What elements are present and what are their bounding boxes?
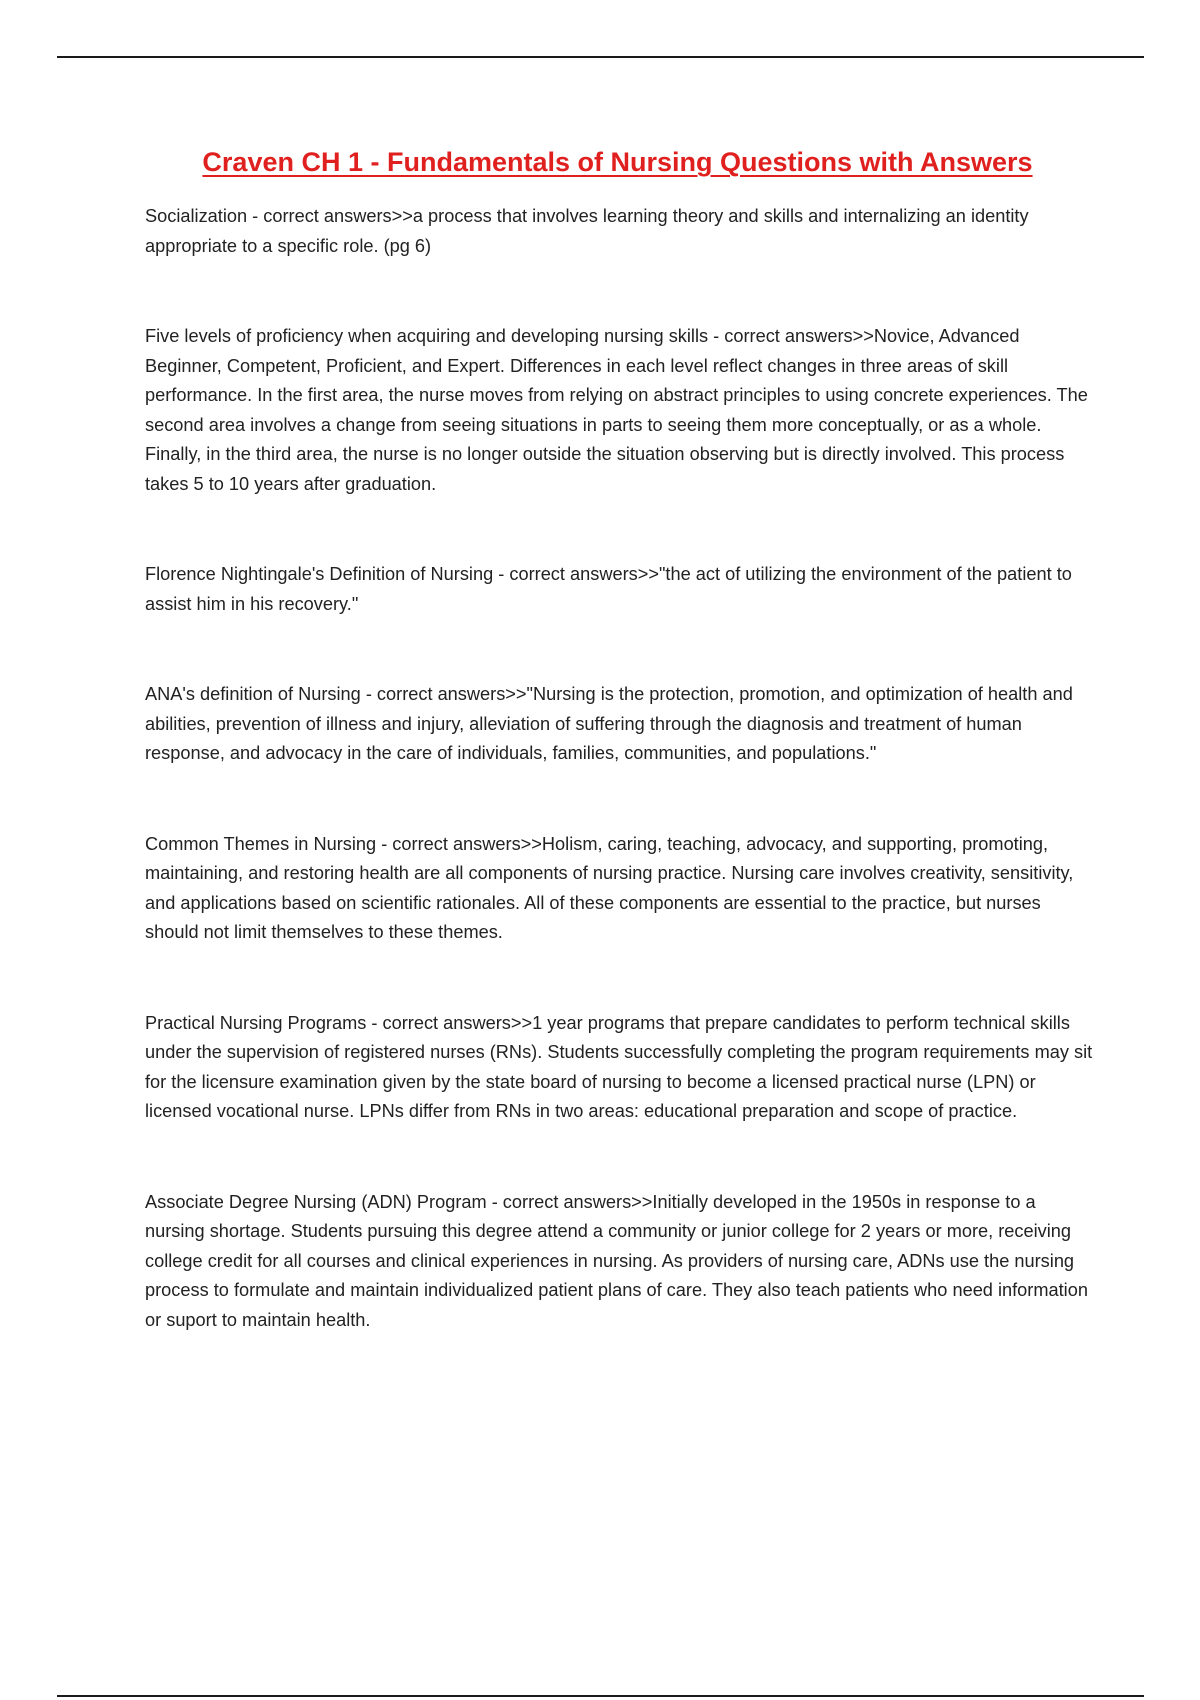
entry-practical-nursing [145,1009,1095,1127]
entries-list [145,202,1095,1396]
entry-answer: "the act of utilizing the environment of the patient to assist him in his recovery." [145,564,1072,614]
entry-separator: - correct answers>> [360,684,527,704]
entry-answer: Novice, Advanced Beginner, Competent, Proficient, and Expert. Differences in each level reflect changes in three areas of skill performance. In the first area, the nurse moves from relying on abstract principles to using concrete experiences. The second area involves a change from seeing situations in parts to seeing them more conceptually, or as a whole. Finally, in the third area, the nurse is no longer outside the situation observing but is directly involved. This process takes 5 to 10 years after graduation. [145,326,1088,494]
entry-adn-program [145,1188,1095,1336]
entry-term: Associate Degree Nursing (ADN) Program [145,1191,487,1212]
entry-proficiency-levels [145,322,1095,499]
entry-separator: - correct answers>> [708,326,874,346]
entry-term: Socialization [145,206,248,226]
entry-term: Practical Nursing Programs [145,1012,367,1033]
entry-term: ANA's definition of Nursing [145,684,361,704]
entry-separator: - correct answers>> [366,1012,533,1033]
entry-socialization [145,202,1095,261]
entry-answer: 1 year programs that prepare candidates to perform technical skills under the supervision of registered nurses (RNs). Students successfully completing the program requirements may sit for the licensure examination given by the state board of nursing to become a licensed practical nurse (LPN) or licensed vocational nurse. LPNs differ from RNs in two areas: educational preparation and scope of practice. [145,1012,1093,1121]
entry-separator: - correct answers>> [493,564,659,584]
entry-nightingale-definition [145,560,1095,619]
entry-ana-definition [145,680,1095,769]
document-title: Craven CH 1 - Fundamentals of Nursing Questions with Answers [202,147,1033,177]
bottom-rule [57,1695,1144,1697]
entry-separator: - correct answers>> [376,833,542,854]
entry-separator: - correct answers>> [486,1191,653,1212]
entry-common-themes [145,830,1095,948]
entry-term: Florence Nightingale's Definition of Nursing [145,564,494,584]
top-rule [57,56,1144,58]
entry-answer: "Nursing is the protection, promotion, and optimization of health and abilities, prevention of illness and injury, alleviation of suffering through the diagnosis and treatment of human response, and advocacy in the care of individuals, families, communities, and populations." [145,684,1073,763]
entry-answer: a process that involves learning theory and skills and internalizing an identity appropriate to a specific role. (pg 6) [145,206,1029,256]
entry-term: Five levels of proficiency when acquiring and developing nursing skills [145,326,709,346]
entry-answer: Initially developed in the 1950s in response to a nursing shortage. Students pursuing this degree attend a community or junior college for 2 years or more, receiving college credit for all courses and clinical experiences in nursing. As providers of nursing care, ADNs use the nursing process to formulate and maintain individualized patient plans of care. They also teach patients who need information or suport to maintain health. [145,1191,1088,1330]
entry-answer: Holism, caring, teaching, advocacy, and supporting, promoting, maintaining, and restoring health are all components of nursing practice. Nursing care involves creativity, sensitivity, and applications based on scientific rationales. All of these components are essential to the practice, but nurses should not limit themselves to these themes. [145,833,1074,942]
entry-separator: - correct answers>> [247,206,413,226]
entry-term: Common Themes in Nursing [145,833,377,854]
